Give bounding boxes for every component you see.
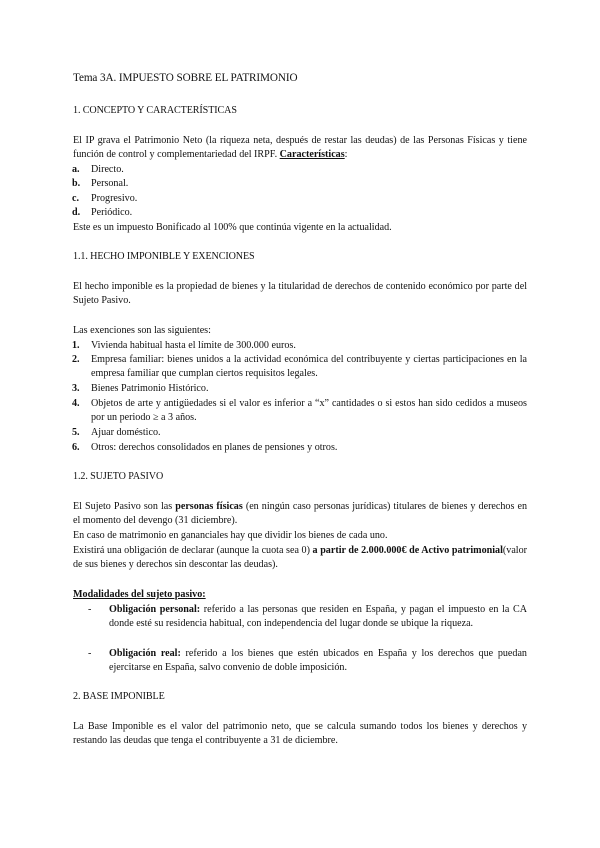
list-item-text: Vivienda habitual hasta el límite de 300.000 euros. (91, 340, 296, 351)
list-marker: - (88, 604, 92, 615)
list-marker: 1. (72, 340, 80, 351)
list-item-text: referido a las personas que residen en España, y pagan el impuesto en la CA donde esté su residencia habitual, con independencia del lugar donde se ubique la riqueza. (109, 604, 527, 630)
list-marker: c. (72, 193, 80, 204)
list-marker: d. (72, 207, 81, 218)
list-item-text: Ajuar doméstico. (91, 427, 161, 438)
section-2-paragraph: La Base Imponible es el valor del patrimonio neto, que se calcula sumando todos los bienes y derechos y restando las deudas que tenga el contribuyente a 31 de diciembre. (73, 721, 527, 747)
characteristics-label: Características (279, 149, 345, 161)
list-marker: 4. (72, 398, 80, 409)
list-item-text: Empresa familiar: bienes unidos a la actividad económica del contribuyente y ciertas participaciones en la empresa familiar que cumplan ciertos requisitos legales. (91, 354, 527, 380)
list-item-label: Obligación personal: (109, 604, 201, 615)
list-marker: b. (72, 178, 81, 189)
text-run: (valor de sus bienes y derechos sin descontar las deudas). (73, 545, 528, 571)
list-item-text: Objetos de arte y antigüedades si el valor es inferior a “x” cantidades o si estos han sido cedidos a museos por un periodo ≥ a 3 años. (91, 398, 527, 424)
list-item-text: Otros: derechos consolidados en planes de pensiones y otros. (91, 442, 338, 453)
list-item (72, 177, 527, 191)
section-2-heading: 2. BASE IMPONIBLE (73, 691, 165, 702)
section-1-2-paragraph-2: En caso de matrimonio en gananciales hay que dividir los bienes de cada uno. (73, 530, 388, 541)
page-title: Tema 3A. IMPUESTO SOBRE EL PATRIMONIO (73, 72, 298, 84)
list-item-text: Directo. (91, 164, 124, 175)
emphasis-physical-persons: personas físicas (175, 501, 243, 512)
list-item (72, 441, 527, 455)
list-item (72, 339, 527, 353)
section-1-2-paragraph-1 (73, 500, 527, 529)
modalities-heading: Modalidades del sujeto pasivo: (73, 589, 206, 600)
list-item (72, 192, 527, 206)
list-item-text: Bienes Patrimonio Histórico. (91, 383, 209, 394)
list-item (88, 647, 527, 676)
list-item (72, 163, 527, 177)
list-item (72, 382, 527, 396)
section-1-heading: 1. CONCEPTO Y CARACTERÍSTICAS (73, 105, 237, 116)
text-run: Existirá una obligación de declarar (aunque la cuota sea 0) (73, 545, 310, 556)
section-1-1-paragraph: El hecho imponible es la propiedad de bienes y la titularidad de derechos de contenido económico por parte del Sujeto Pasivo. (73, 281, 527, 307)
section-1-closing: Este es un impuesto Bonificado al 100% que continúa vigente en la actualidad. (73, 222, 392, 233)
list-marker: 2. (72, 354, 80, 365)
section-1-intro (73, 134, 527, 163)
list-item (72, 397, 527, 426)
list-item-label: Obligación real: (109, 648, 181, 659)
text-run: (en ningún caso personas jurídicas) titulares de bienes y derechos en el momento del devengo (31 diciembre). (73, 501, 527, 527)
section-1-1-heading: 1.1. HECHO IMPONIBLE Y EXENCIONES (73, 251, 255, 262)
list-marker: 6. (72, 442, 80, 453)
list-item (88, 603, 527, 632)
characteristics-colon: : (344, 149, 348, 161)
text-run: El Sujeto Pasivo son las (73, 501, 173, 512)
exemptions-intro: Las exenciones son las siguientes: (73, 325, 211, 336)
intro-text: El IP grava el Patrimonio Neto (la riqueza neta, después de restar las deudas) de las Personas Físicas y tiene función de control y complementariedad del IRPF. (73, 135, 527, 161)
list-item-text: Periódico. (91, 207, 133, 218)
list-marker: a. (72, 164, 80, 175)
list-marker: - (88, 648, 92, 659)
section-1-2-heading: 1.2. SUJETO PASIVO (73, 471, 164, 482)
list-item (72, 206, 527, 220)
list-item (72, 426, 527, 440)
list-marker: 3. (72, 383, 80, 394)
section-1-2-paragraph-3 (73, 544, 527, 573)
emphasis-threshold: a partir de 2.000.000€ de Activo patrimonial (312, 545, 503, 556)
list-item (72, 353, 527, 382)
list-marker: 5. (72, 427, 80, 438)
list-item-text: Progresivo. (91, 193, 138, 204)
list-item-text: referido a los bienes que estén ubicados en España y los derechos que puedan ejercitarse en España, salvo convenio de doble imposición. (109, 648, 527, 674)
list-item-text: Personal. (91, 178, 129, 189)
